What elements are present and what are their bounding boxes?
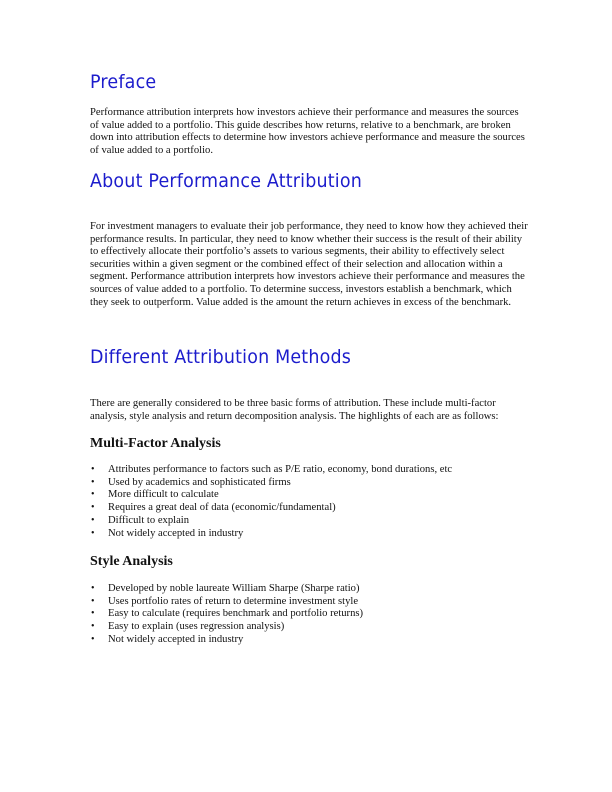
- bullet-icon: •: [91, 633, 95, 645]
- bullet-icon: •: [91, 527, 95, 539]
- list-item: • Not widely accepted in industry: [91, 527, 244, 539]
- multi-factor-heading: Multi-Factor Analysis: [90, 436, 221, 451]
- list-item: • Difficult to explain: [91, 514, 190, 526]
- list-item: • Attributes performance to factors such as P/E ratio, economy, bond durations, etc: [91, 464, 453, 475]
- list-item: • Easy to calculate (requires benchmark and portfolio returns): [91, 608, 364, 620]
- about-heading: About Performance Attribution: [90, 170, 362, 192]
- bullet-icon: •: [91, 476, 95, 488]
- list-item: • More difficult to calculate: [91, 489, 219, 501]
- list-item: • Developed by noble laureate William Sharpe (Sharpe ratio): [91, 583, 360, 594]
- style-analysis-heading: Style Analysis: [90, 554, 173, 569]
- preface-heading: Preface: [90, 71, 157, 93]
- list-item: • Not widely accepted in industry: [91, 633, 244, 645]
- bullet-icon: •: [91, 514, 95, 526]
- list-item: • Uses portfolio rates of return to determine investment style: [91, 595, 359, 607]
- bullet-icon: •: [91, 464, 95, 475]
- bullet-icon: •: [91, 489, 95, 501]
- list-item: • Easy to explain (uses regression analysis): [91, 621, 285, 633]
- multi-factor-list: [90, 464, 452, 540]
- bullet-icon: •: [91, 621, 95, 633]
- bullet-icon: •: [91, 583, 95, 594]
- list-item: • Requires a great deal of data (economic/fundamental): [91, 502, 336, 514]
- bullet-icon: •: [91, 502, 95, 514]
- preface-paragraph: Performance attribution interprets how investors achieve their performance and measures the sources of value added to a portfolio. This guide describes how returns, relative to a benchmark, are broken down into attribution effects to determine how investors achieve performance and measure the sources of value added to a portfolio.: [90, 107, 525, 156]
- about-paragraph: For investment managers to evaluate their job performance, they need to know how they achieved their performance results. In particular, they need to know whether their success is the result of their ability to effectively allocate their portfolio’s assets to various segments, their ability to effectively select securities within a given segment or the combined effect of their selection and allocation within a segment. Performance attribution interprets how investors achieve their performance and measures the sources of value added to a portfolio. To determine success, investors establish a benchmark, which they seek to outperform. Value added is the amount the return achieves in excess of the benchmark.: [90, 221, 528, 308]
- methods-heading: Different Attribution Methods: [90, 346, 352, 368]
- bullet-icon: •: [91, 595, 95, 607]
- list-item: • Used by academics and sophisticated firms: [91, 476, 291, 488]
- methods-intro-paragraph: There are generally considered to be three basic forms of attribution. These include multi-factor analysis, style analysis and return decomposition analysis. The highlights of each are as follows:: [90, 398, 499, 422]
- bullet-icon: •: [91, 608, 95, 620]
- style-analysis-list: [90, 583, 363, 647]
